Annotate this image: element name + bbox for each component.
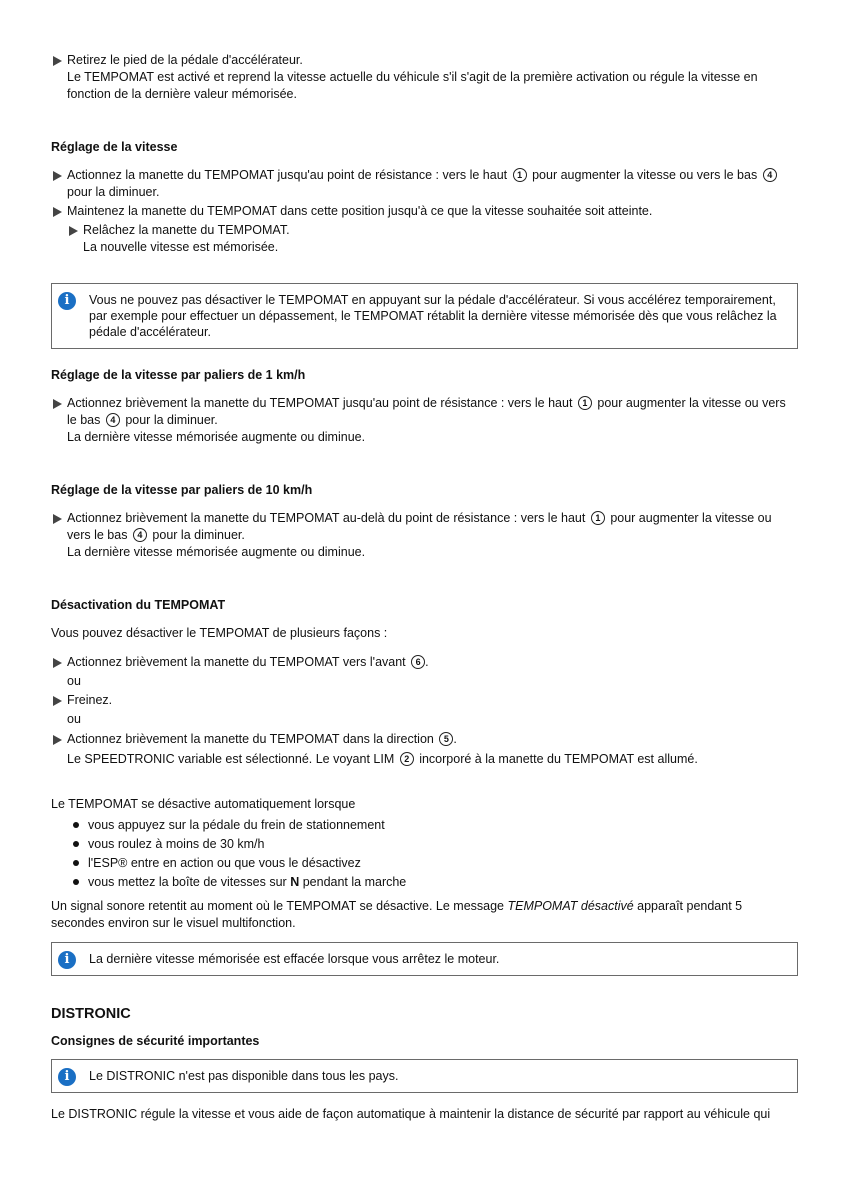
or-text: ou xyxy=(67,712,81,726)
section-heading-reglage: Réglage de la vitesse xyxy=(51,140,178,154)
list-item: vous appuyez sur la pédale du frein de stationnement xyxy=(51,816,798,835)
step-arrow-icon xyxy=(53,696,62,706)
bullet-icon xyxy=(73,879,79,885)
step-reglage-3: Relâchez la manette du TEMPOMAT. xyxy=(67,222,798,239)
number-5-icon: 5 xyxy=(439,732,453,746)
number-1-icon: 1 xyxy=(591,511,605,525)
number-2-icon: 2 xyxy=(400,752,414,766)
step-reglage-1: Actionnez la manette du TEMPOMAT jusqu'au point de résistance : vers le haut 1 pour augmenter la vitesse ou vers le bas 4 pour la diminuer. xyxy=(51,167,798,201)
number-4-icon: 4 xyxy=(133,528,147,542)
step-arrow-icon xyxy=(53,658,62,668)
step-paliers-10: Actionnez brièvement la manette du TEMPOMAT au-delà du point de résistance : vers le haut 1 pour augmenter la vitesse ou vers le bas 4 pour la diminuer. xyxy=(51,510,798,544)
info-note-box: i La dernière vitesse mémorisée est effacée lorsque vous arrêtez le moteur. xyxy=(51,942,798,976)
distronic-paragraph: Le DISTRONIC régule la vitesse et vous aide de façon automatique à maintenir la distance de sécurité par rapport au véhicule qui xyxy=(51,1107,771,1121)
display-message: TEMPOMAT désactivé xyxy=(507,899,634,913)
info-note-box: i Vous ne pouvez pas désactiver le TEMPOMAT en appuyant sur la pédale d'accélérateur. Si vous accélérez temporairement, par exemple pour effectuer un dépassement, le TEMPOMAT rétablit la dernière vitesse mémorisée dès que vous relâchez la pédale d'accélérateur. xyxy=(51,283,798,349)
step-desact-2: Freinez. xyxy=(51,692,798,709)
number-4-icon: 4 xyxy=(763,168,777,182)
step-result: Le TEMPOMAT est activé et reprend la vitesse actuelle du véhicule s'il s'agit de la première activation ou régule la vitesse en fonction de la dernière valeur mémorisée. xyxy=(67,70,758,101)
step-result: Le SPEEDTRONIC variable est sélectionné. Le voyant LIM 2 incorporé à la manette du TEMPOMAT est allumé. xyxy=(67,752,698,766)
section-heading-consignes: Consignes de sécurité importantes xyxy=(51,1034,260,1048)
auto-desact-intro: Le TEMPOMAT se désactive automatiquement lorsque xyxy=(51,797,356,811)
info-icon: i xyxy=(58,951,76,969)
step-arrow-icon xyxy=(53,171,62,181)
intro-text: Vous pouvez désactiver le TEMPOMAT de plusieurs façons : xyxy=(51,626,388,640)
step-paliers-1: Actionnez brièvement la manette du TEMPOMAT jusqu'au point de résistance : vers le haut 1 pour augmenter la vitesse ou vers le bas 4 pour la diminuer. xyxy=(51,395,798,429)
section-heading-desactivation: Désactivation du TEMPOMAT xyxy=(51,598,226,612)
step-result: La nouvelle vitesse est mémorisée. xyxy=(83,240,279,254)
step-arrow-icon xyxy=(53,207,62,217)
list-item: l'ESP® entre en action ou que vous le désactivez xyxy=(51,854,798,873)
number-1-icon: 1 xyxy=(513,168,527,182)
manual-page xyxy=(51,51,798,1123)
number-4-icon: 4 xyxy=(106,413,120,427)
step-arrow-icon xyxy=(53,399,62,409)
step-arrow-icon xyxy=(53,735,62,745)
step-arrow-icon xyxy=(53,514,62,524)
step-arrow-icon xyxy=(69,226,78,236)
step-reglage-2: Maintenez la manette du TEMPOMAT dans cette position jusqu'à ce que la vitesse souhaitée soit atteinte. xyxy=(51,203,798,220)
list-item: vous roulez à moins de 30 km/h xyxy=(51,835,798,854)
info-icon: i xyxy=(58,1068,76,1086)
bullet-icon xyxy=(73,860,79,866)
section-heading-paliers-10: Réglage de la vitesse par paliers de 10 km/h xyxy=(51,483,313,497)
step-result: La dernière vitesse mémorisée augmente ou diminue. xyxy=(67,430,366,444)
step-remove-foot: Retirez le pied de la pédale d'accélérateur. xyxy=(51,52,798,69)
step-result: La dernière vitesse mémorisée augmente ou diminue. xyxy=(67,545,366,559)
list-item: vous mettez la boîte de vitesses sur N pendant la marche xyxy=(51,873,798,892)
step-desact-3: Actionnez brièvement la manette du TEMPOMAT dans la direction 5 . xyxy=(51,731,798,748)
info-icon: i xyxy=(58,292,76,310)
info-note-box: i Le DISTRONIC n'est pas disponible dans tous les pays. xyxy=(51,1059,798,1093)
number-6-icon: 6 xyxy=(411,655,425,669)
signal-text: Un signal sonore retentit au moment où le TEMPOMAT se désactive. Le message TEMPOMAT désactivé apparaît pendant 5 secondes environ sur le visuel multifonction. xyxy=(51,899,743,930)
or-text: ou xyxy=(67,674,81,688)
step-arrow-icon xyxy=(53,56,62,66)
step-desact-1: Actionnez brièvement la manette du TEMPOMAT vers l'avant 6 . xyxy=(51,654,798,671)
bullet-icon xyxy=(73,822,79,828)
auto-desact-list xyxy=(51,816,798,892)
section-heading-paliers-1: Réglage de la vitesse par paliers de 1 km/h xyxy=(51,368,306,382)
bullet-icon xyxy=(73,841,79,847)
section-title-distronic: DISTRONIC xyxy=(51,1006,131,1022)
number-1-icon: 1 xyxy=(578,396,592,410)
